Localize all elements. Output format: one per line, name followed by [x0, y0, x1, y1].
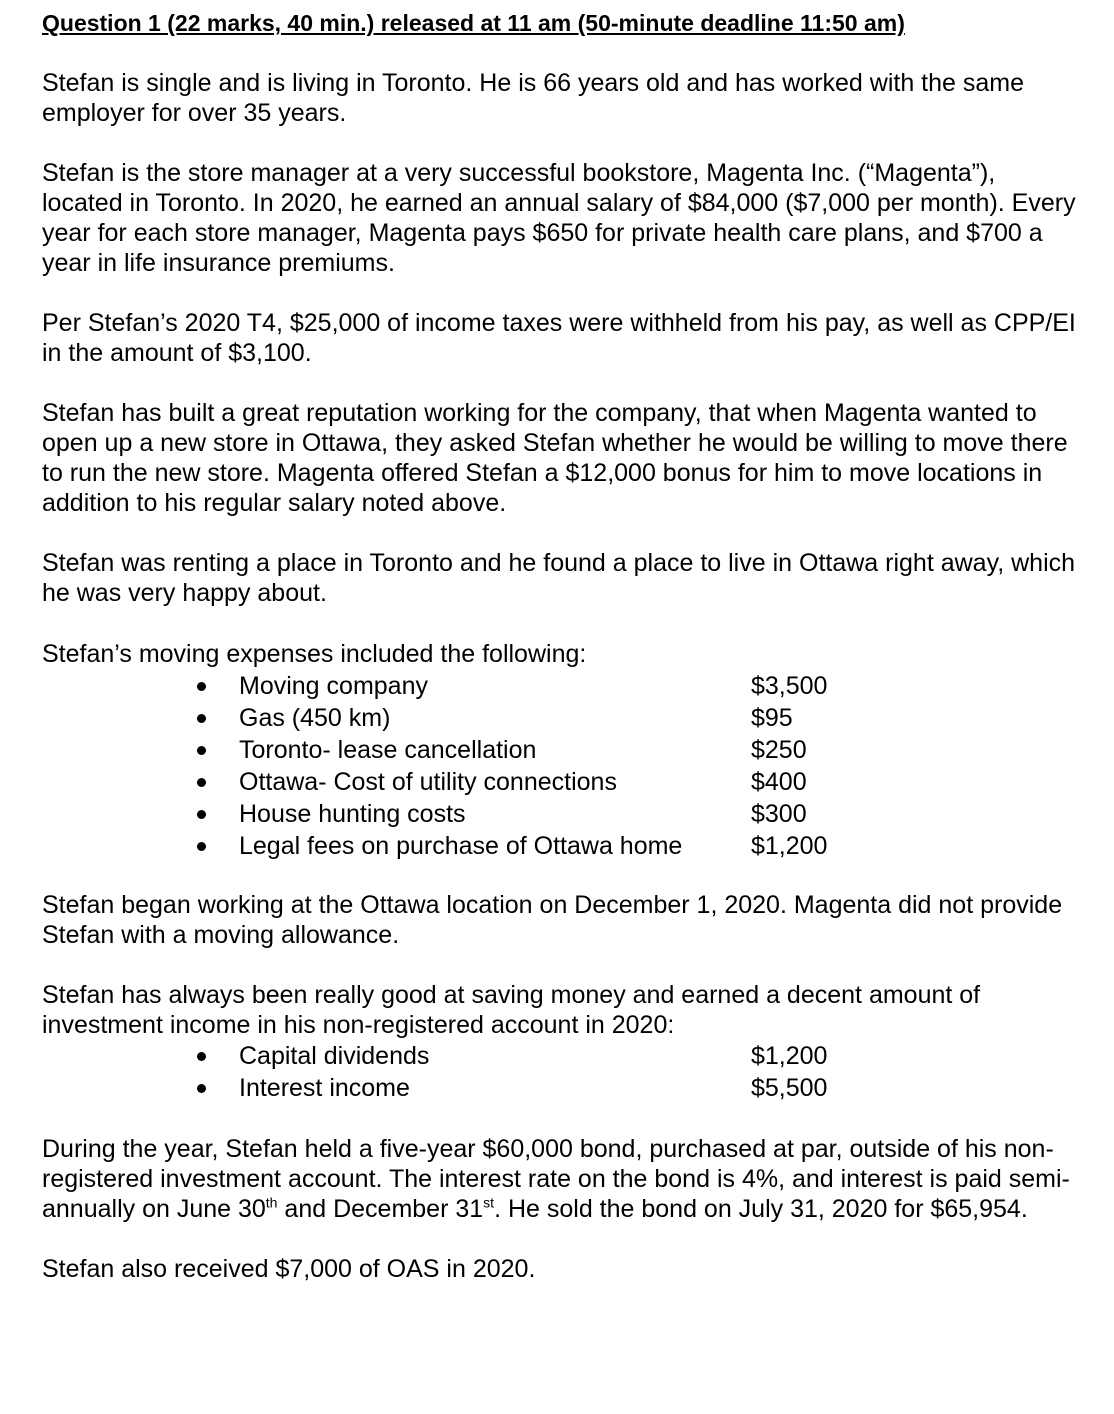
paragraph-ottawa-start: Stefan began working at the Ottawa location on December 1, 2020. Magenta did not provide Stefan with a moving allowance.	[42, 891, 1063, 949]
paragraph-employment: Stefan is the store manager at a very successful bookstore, Magenta Inc. (“Magenta”), located in Toronto. In 2020, he earned an annual salary of $84,000 ($7,000 per month). Every year for each store manager, Magenta pays $650 for private health care plans, and $700 a year in life insurance premiums.	[42, 159, 1076, 277]
list-item	[42, 830, 1082, 862]
expense-amount: $3,500	[751, 672, 828, 700]
bond-text-part-2: and December 31	[277, 1195, 484, 1223]
list-item	[42, 1072, 1082, 1104]
expense-amount: $400	[751, 768, 807, 796]
income-amount: $1,200	[751, 1042, 828, 1070]
bond-text-part-1: During the year, Stefan held a five-year $60,000 bond, purchased at par, outside of his non-registered investment account. The interest rate on the bond is 4%, and interest is paid semi-annually on June 30	[42, 1135, 1070, 1223]
expense-label: Gas (450 km)	[239, 704, 391, 732]
question-heading: Question 1 (22 marks, 40 min.) released at 11 am (50-minute deadline 11:50 am)	[42, 10, 905, 36]
list-item	[42, 734, 1082, 766]
list-item	[42, 702, 1082, 734]
bond-text-part-3: . He sold the bond on July 31, 2020 for $65,954.	[494, 1195, 1028, 1223]
expense-label: Moving company	[239, 672, 428, 700]
income-amount: $5,500	[751, 1074, 828, 1102]
paragraph-housing: Stefan was renting a place in Toronto and he found a place to live in Ottawa right away, which he was very happy about.	[42, 549, 1076, 607]
list-item	[42, 1040, 1082, 1072]
income-label: Capital dividends	[239, 1042, 430, 1070]
list-item	[42, 766, 1082, 798]
bullet-icon	[197, 746, 206, 755]
expense-label: Toronto- lease cancellation	[239, 736, 537, 764]
expense-amount: $250	[751, 736, 807, 764]
ordinal-suffix: st	[483, 1194, 495, 1211]
expense-amount: $95	[751, 704, 793, 732]
expense-amount: $300	[751, 800, 807, 828]
bullet-icon	[197, 1084, 206, 1093]
bullet-icon	[197, 1052, 206, 1061]
bullet-icon	[197, 810, 206, 819]
paragraph-t4: Per Stefan’s 2020 T4, $25,000 of income taxes were withheld from his pay, as well as CPP/EI in the amount of $3,100.	[42, 309, 1076, 367]
list-item	[42, 798, 1082, 830]
bullet-icon	[197, 778, 206, 787]
expense-amount: $1,200	[751, 832, 828, 860]
paragraph-bond	[42, 1134, 1082, 1224]
moving-expenses-list	[42, 670, 1082, 862]
expense-label: Ottawa- Cost of utility connections	[239, 768, 617, 796]
list-item	[42, 670, 1082, 702]
bullet-icon	[197, 714, 206, 723]
document-page	[42, 8, 1082, 1314]
ordinal-suffix: th	[265, 1194, 278, 1211]
investment-income-list	[42, 1040, 1082, 1104]
bullet-icon	[197, 682, 206, 691]
paragraph-intro: Stefan is single and is living in Toronto. He is 66 years old and has worked with the same employer for over 35 years.	[42, 69, 1025, 127]
expense-label: House hunting costs	[239, 800, 466, 828]
income-label: Interest income	[239, 1074, 410, 1102]
moving-expenses-intro: Stefan’s moving expenses included the following:	[42, 640, 587, 668]
paragraph-oas: Stefan also received $7,000 of OAS in 2020.	[42, 1255, 536, 1283]
investment-income-intro: Stefan has always been really good at saving money and earned a decent amount of investment income in his non-registered account in 2020:	[42, 981, 981, 1039]
expense-label: Legal fees on purchase of Ottawa home	[239, 832, 683, 860]
paragraph-relocation-offer: Stefan has built a great reputation working for the company, that when Magenta wanted to open up a new store in Ottawa, they asked Stefan whether he would be willing to move there to run the new store. Magenta offered Stefan a $12,000 bonus for him to move locations in addition to his regular salary noted above.	[42, 399, 1068, 517]
bullet-icon	[197, 842, 206, 851]
